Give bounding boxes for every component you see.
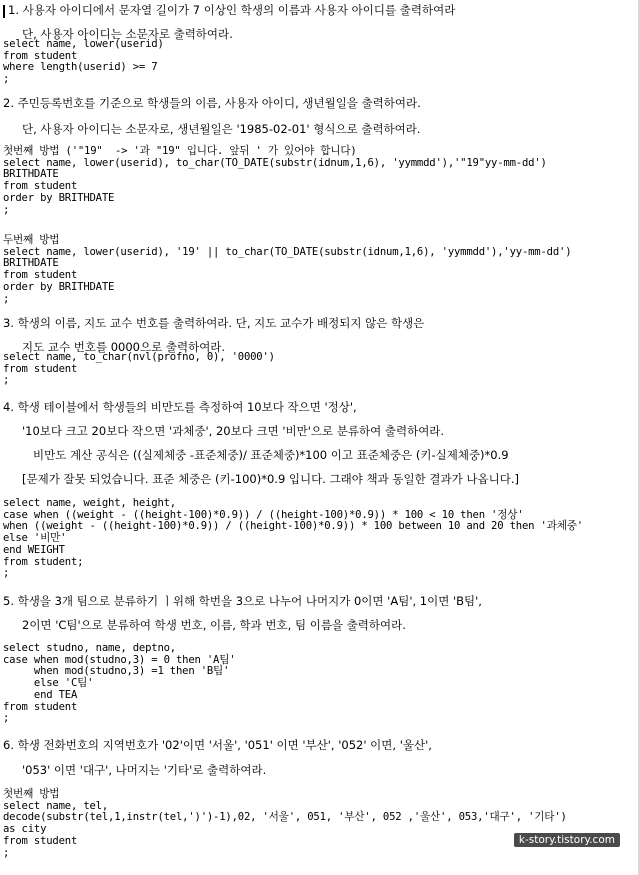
q3-code: select name, to_char(nvl(profno, 0), '0000') from student ; — [3, 351, 275, 387]
q4-note1: '10보다 크고 20보다 작으면 '과체중', 20보다 크면 '비만'으로 분류하여 출력하여라. — [22, 424, 445, 438]
text-cursor — [3, 5, 5, 18]
q3-note: 지도 교수 번호를 0000으로 출력하여라. — [22, 340, 226, 354]
q4-code: select name, weight, height, case when ((weight - ((height-100)*0.9)) / ((height-100)*0.9)) * 100 < 10 then '정상' when ((weight - ((height-100)*0.9)) / ((height-100)*0.9)) * 100 between 10 and 20 then '과체중' else '비만' end WEIGHT from student; ; — [3, 497, 583, 580]
q6-code: 첫번째 방법 select name, tel, decode(substr(tel,1,instr(tel,')')-1),02, '서울', 051, '부산', 052 ,'울산', 053,'대구', '기타') as city from student ; — [3, 788, 567, 859]
q4-title: 4. 학생 테이블에서 학생들의 비만도를 측정하여 10보다 작으면 '정상', — [3, 400, 357, 414]
q6-title: 6. 학생 전화번호의 지역번호가 '02'이면 '서울', '051' 이면 '부산', '052' 이면, '울산', — [3, 738, 432, 752]
q5-code: select studno, name, deptno, case when mod(studno,3) = 0 then 'A팀' when mod(studno,3) =1 then 'B팀' else 'C팀' end TEA from student ; — [3, 642, 236, 725]
q1-note: 단, 사용자 아이디는 소문자로 출력하여라. — [22, 27, 233, 41]
q2-note: 단, 사용자 아이디는 소문자로, 생년월일은 '1985-02-01' 형식으로 출력하여라. — [22, 122, 421, 136]
q3-title: 3. 학생의 이름, 지도 교수 번호를 출력하여라. 단, 지도 교수가 배정되지 않은 학생은 — [3, 316, 425, 330]
q4-note2: 비만도 계산 공식은 ((실제체중 -표준체중)/ 표준체중)*100 이고 표준체중은 (키-실제체중)*0.9 — [33, 448, 509, 462]
q5-note: 2이면 'C팀'으로 분류하여 학생 번호, 이름, 학과 번호, 팀 이름을 출력하여라. — [22, 618, 406, 632]
q1-code: select name, lower(userid) from student where length(userid) >= 7 ; — [3, 38, 164, 86]
q6-note: '053' 이면 '대구', 나머지는 '기타'로 출력하여라. — [22, 763, 267, 777]
q2-title: 2. 주민등록번호를 기준으로 학생들의 이름, 사용자 아이디, 생년월일을 출력하여라. — [3, 96, 421, 110]
q2-code-first: 첫번째 방법 ('"19" -> '과 "19" 입니다. 앞뒤 ' 가 있어야 합니다) select name, lower(userid), to_char(TO_DATE(substr(idnum,1,6), 'yymmdd'),'"19"yy-mm-dd') BRITHDATE from student order by BRITHDATE ; — [3, 145, 547, 216]
q4-note3: [문제가 잘못 되었습니다. 표준 체중은 (키-100)*0.9 입니다. 그래야 책과 동일한 결과가 나옵니다.] — [22, 472, 519, 486]
q1-title: 1. 사용자 아이디에서 문자열 길이가 7 이상인 학생의 이름과 사용자 아이디를 출력하여라 — [8, 3, 456, 17]
site-watermark: k-story.tistory.com — [514, 833, 620, 847]
q2-code-second: 두번째 방법 select name, lower(userid), '19' || to_char(TO_DATE(substr(idnum,1,6), 'yymmdd'),'yy-mm-dd') BRITHDATE from student order by BRITHDATE ; — [3, 234, 572, 305]
q5-title: 5. 학생을 3개 팀으로 분류하기 ㅣ위해 학번을 3으로 나누어 나머지가 0이면 'A팀', 1이면 'B팀', — [3, 594, 482, 608]
